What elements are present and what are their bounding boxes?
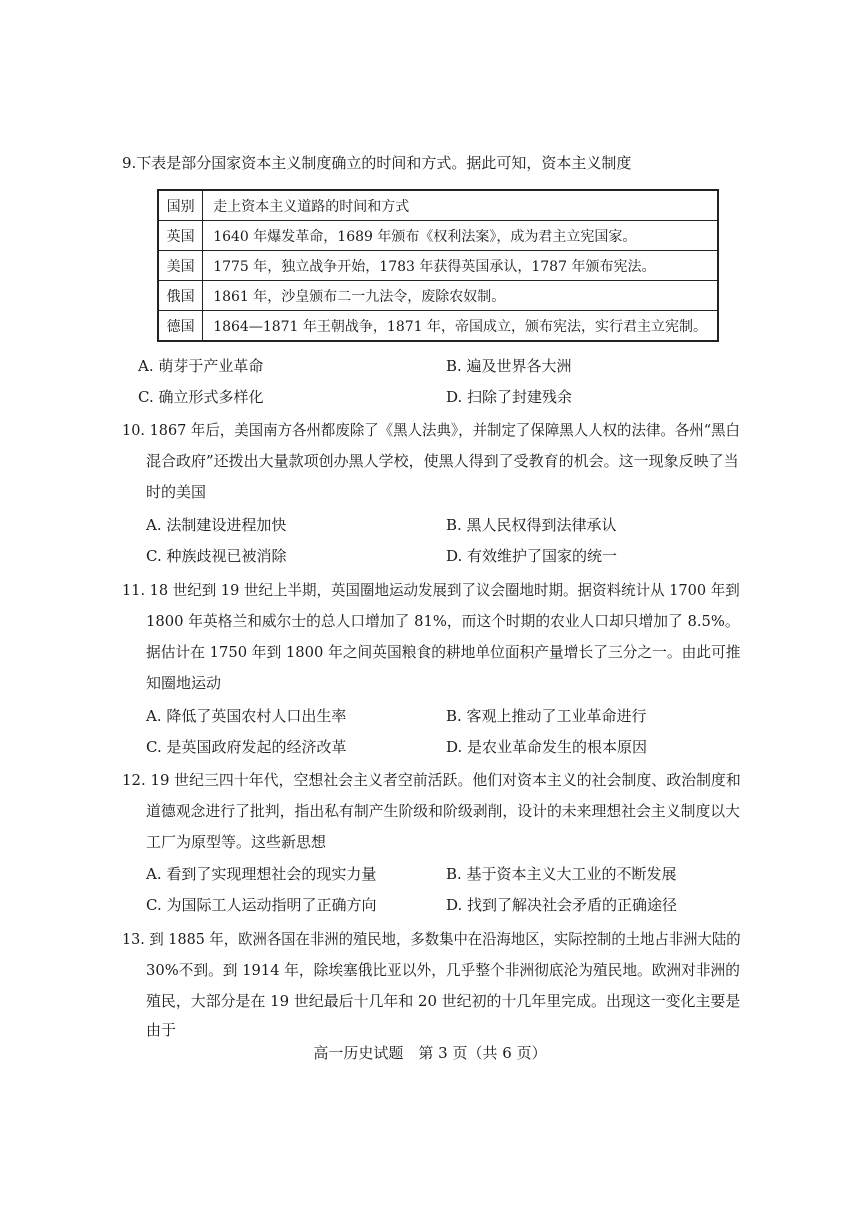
q12-option-b: B. 基于资本主义大工业的不断发展 (446, 865, 677, 883)
table-cell: 1864—1871 年王朝战争，1871 年，帝国成立，颁布宪法，实行君主立宪制。 (203, 311, 718, 342)
table-row (158, 281, 718, 311)
table-cell: 俄国 (158, 281, 203, 311)
q11-option-b: B. 客观上推动了工业革命进行 (446, 707, 647, 725)
q11-stem-line: 11. 18 世纪到 19 世纪上半期，英国圈地运动发展到了议会圈地时期。据资料统计从 1700 年到 (122, 581, 740, 599)
table-row (158, 251, 718, 281)
q10-stem-line: 时的美国 (146, 483, 207, 501)
table-header-cell: 国别 (158, 190, 203, 221)
q10-stem-line: 10. 1867 年后，美国南方各州都废除了《黑人法典》，并制定了保障黑人人权的法律。各州“黑白 (122, 421, 741, 439)
table-header-row (158, 190, 718, 221)
q10-option-a: A. 法制建设进程加快 (146, 516, 287, 534)
table-row (158, 221, 718, 251)
q12-option-c: C. 为国际工人运动指明了正确方向 (146, 896, 377, 914)
table-row (158, 311, 718, 342)
q9-option-a: A. 萌芽于产业革命 (138, 357, 264, 375)
q9-option-c: C. 确立形式多样化 (138, 388, 264, 406)
q13-stem-line: 由于 (146, 1021, 177, 1039)
q12-stem-line: 12. 19 世纪三四十年代，空想社会主义者空前活跃。他们对资本主义的社会制度、政治制度和 (122, 771, 741, 789)
q10-option-d: D. 有效维护了国家的统一 (446, 547, 618, 565)
q10-stem-line: 混合政府”还拨出大量款项创办黑人学校，使黑人得到了受教育的机会。这一现象反映了当 (146, 452, 739, 470)
table-header-cell: 走上资本主义道路的时间和方式 (203, 190, 718, 221)
table-cell: 美国 (158, 251, 203, 281)
q11-stem-line: 知圈地运动 (146, 674, 222, 692)
table-cell: 1775 年，独立战争开始，1783 年获得英国承认，1787 年颁布宪法。 (203, 251, 718, 281)
q11-option-d: D. 是农业革命发生的根本原因 (446, 738, 648, 756)
q11-option-c: C. 是英国政府发起的经济改革 (146, 738, 347, 756)
table-cell: 1861 年，沙皇颁布二一九法令，废除农奴制。 (203, 281, 718, 311)
q13-stem-line: 殖民，大部分是在 19 世纪最后十几年和 20 世纪初的十几年里完成。出现这一变化主要是 (146, 992, 741, 1010)
table-cell: 德国 (158, 311, 203, 342)
q10-option-b: B. 黑人民权得到法律承认 (446, 516, 617, 534)
q11-stem-line: 1800 年英格兰和威尔士的总人口增加了 81%，而这个时期的农业人口却只增加了 8.5%。 (146, 612, 740, 630)
q9-option-d: D. 扫除了封建残余 (446, 388, 573, 406)
q11-option-a: A. 降低了英国农村人口出生率 (146, 707, 347, 725)
page-footer: 高一历史试题 第 3 页（共 6 页） (313, 1044, 547, 1062)
q13-stem-line: 13. 到 1885 年，欧洲各国在非洲的殖民地，多数集中在沿海地区，实际控制的土地占非洲大陆的 (122, 930, 741, 948)
q11-stem-line: 据估计在 1750 年到 1800 年之间英国粮食的耕地单位面积产量增长了三分之一。由此可推 (146, 643, 741, 661)
q12-stem-line: 工厂为原型等。这些新思想 (146, 833, 327, 851)
q9-option-b: B. 遍及世界各大洲 (446, 357, 572, 375)
q12-option-a: A. 看到了实现理想社会的现实力量 (146, 865, 377, 883)
q10-option-c: C. 种族歧视已被消除 (146, 547, 287, 565)
q9-table (157, 189, 719, 342)
q12-option-d: D. 找到了解决社会矛盾的正确途径 (446, 896, 678, 914)
table-cell: 1640 年爆发革命，1689 年颁布《权利法案》，成为君主立宪国家。 (203, 221, 718, 251)
q12-stem-line: 道德观念进行了批判，指出私有制产生阶级和阶级剥削，设计的未来理想社会主义制度以大 (146, 802, 741, 820)
q9-stem: 9.下表是部分国家资本主义制度确立的时间和方式。据此可知，资本主义制度 (122, 154, 632, 172)
table-cell: 英国 (158, 221, 203, 251)
q13-stem-line: 30%不到。到 1914 年，除埃塞俄比亚以外，几乎整个非洲彻底沦为殖民地。欧洲对非洲的 (146, 961, 740, 979)
